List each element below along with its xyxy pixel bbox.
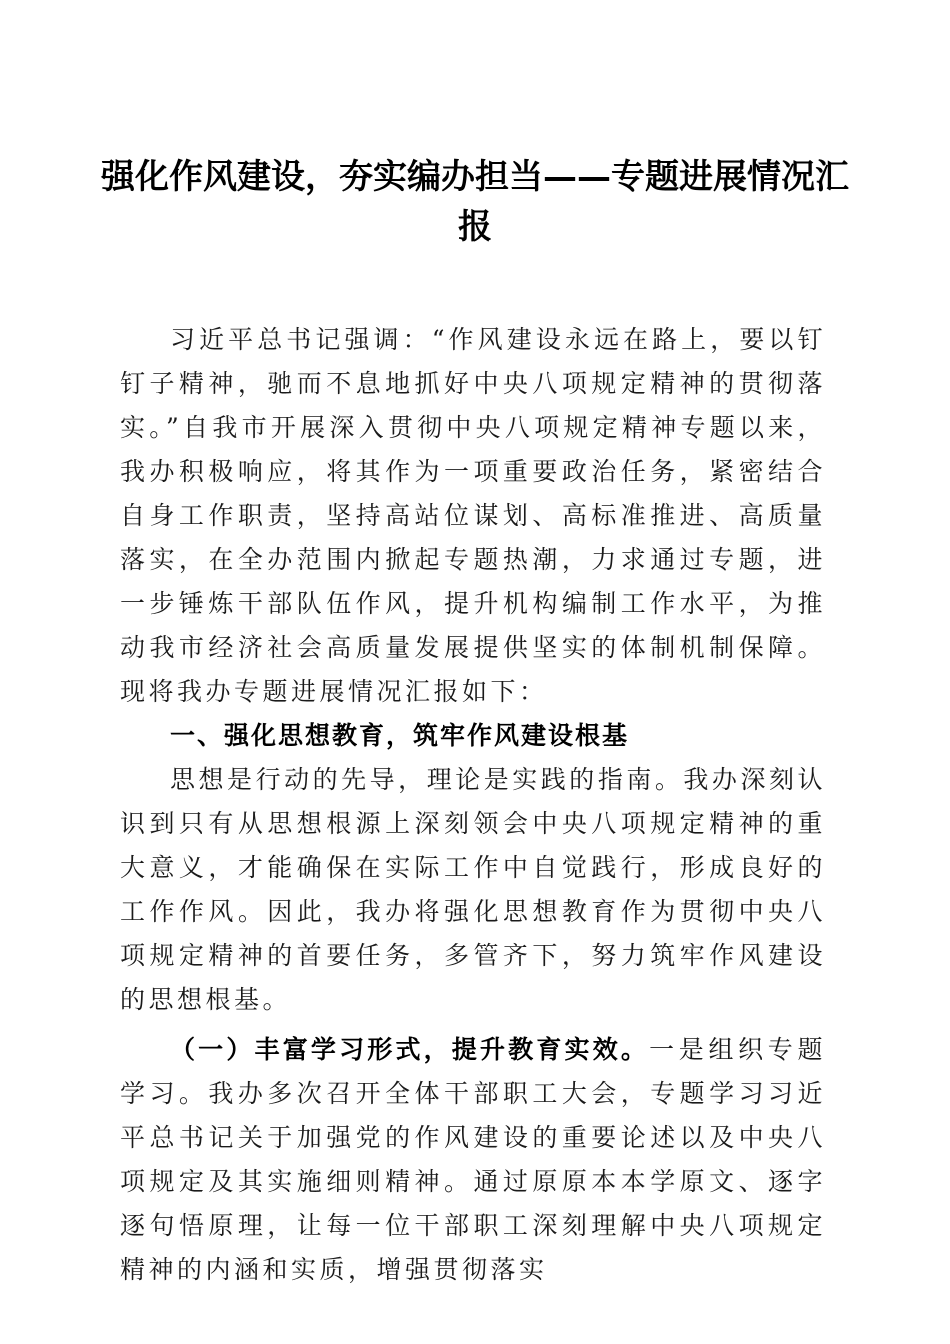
subsection-1-lead: （一）丰富学习形式，提升教育实效。 (170, 1035, 650, 1064)
subsection-1-paragraph (120, 1028, 826, 1292)
document-title: 强化作风建设，夯实编办担当——专题进展情况汇报 (101, 157, 849, 247)
section-1-paragraph: 思想是行动的先导，理论是实践的指南。我办深刻认识到只有从思想根源上深刻领会中央八项规定精神的重大意义，才能确保在实际工作中自觉践行，形成良好的工作作风。因此，我办将强化思想教育作为贯彻中央八项规定精神的首要任务，多管齐下，努力筑牢作风建设的思想根基。 (120, 765, 826, 1014)
document-body (120, 318, 826, 1292)
section-heading-1: 一、强化思想教育，筑牢作风建设根基 (170, 721, 630, 750)
subsection-1-text: 一是组织专题学习。我办多次召开全体干部职工大会，专题学习习近平总书记关于加强党的作风建设的重要论述以及中央八项规定及其实施细则精神。通过原原本本学原文、逐字逐句悟原理，让每一位干部职工深刻理解中央八项规定精神的内涵和实质，增强贯彻落实 (120, 1035, 826, 1284)
intro-paragraph: 习近平总书记强调：“作风建设永远在路上，要以钉钉子精神，驰而不息地抓好中央八项规定精神的贯彻落实。”自我市开展深入贯彻中央八项规定精神专题以来，我办积极响应，将其作为一项重要政治任务，紧密结合自身工作职责，坚持高站位谋划、高标准推进、高质量落实，在全办范围内掀起专题热潮，力求通过专题，进一步锤炼干部队伍作风，提升机构编制工作水平，为推动我市经济社会高质量发展提供坚实的体制机制保障。现将我办专题进展情况汇报如下： (120, 325, 826, 706)
